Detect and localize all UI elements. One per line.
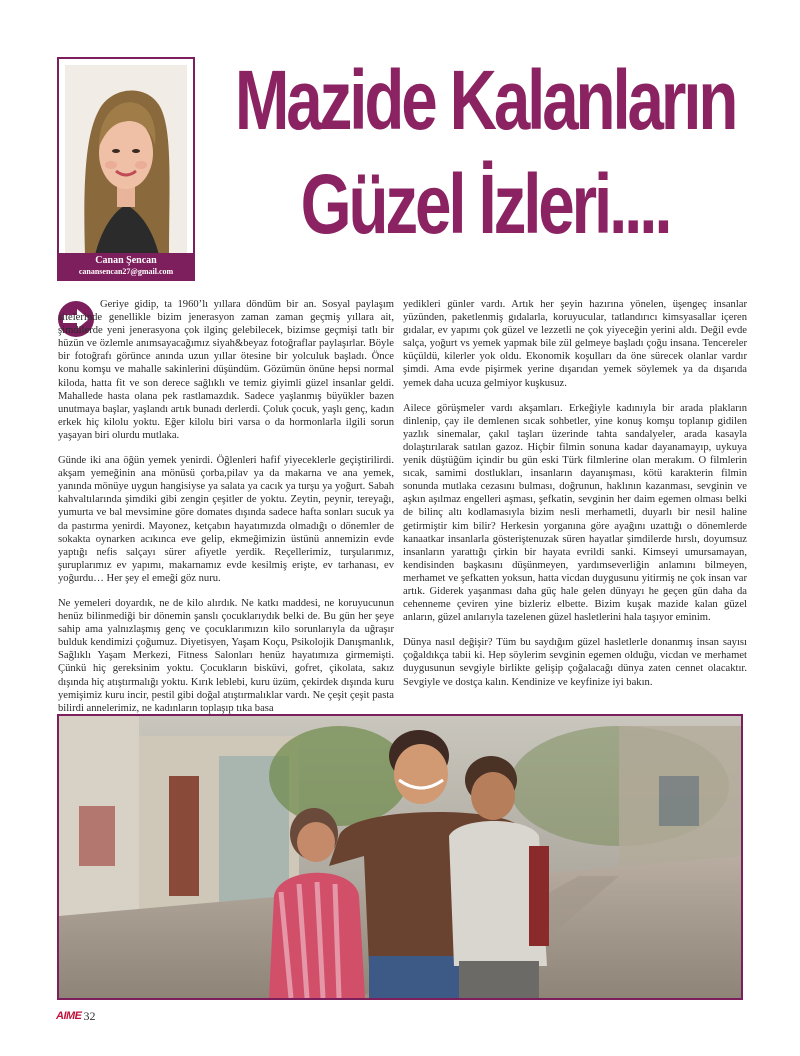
- article-headline: [205, 48, 765, 256]
- paragraph: Ne yemeleri doyardık, ne de kilo alırdık. Ne katkı maddesi, ne koruyucunun henüz bilinmediği bir dönemin şanslı çocuklarıydık belki de. Bu gün her şeye sahip ama yalnızlaşmış genç ve çocuklarımızın kilo sorunlarıyla da uğraşır bulduk kendimizi çoğumuz. Diyetisyen, Yaşam Koçu, Psikolojik Danışmanlık, Sağlıklı Yaşam Merkezi, Fitness Salonları henüz hayatımıza girmemişti. Çünkü hiç gereksinim yoktu. Çocukların bisküvi, gofret, çikolata, sakız dışında hiç atıştırmalığı yoktu. Kırık leblebi, kuru üzüm, çekirdek dışında kuru yemişimiz kuru incir, pestil gibi doğal atıştırmalıklar vardı. Ne çeşit çeşit pasta bilirdi annelerimiz, ne kadınların toplaşıp tıka basa: [58, 597, 394, 714]
- page-footer: [56, 1008, 96, 1024]
- paragraph: Geriye gidip, ta 1960’lı yıllara döndüm bir an. Sosyal paylaşım sitelerinde genellikle bizim jenerasyon zaman zaman geçmiş yıllara ait, şimdilerde yeni jenerasyona çok ilginç gelebilecek, bizimse geçmişi tatlı bir hüzün ve özlemle anımsayacağımız siyah&beyaz fotoğraflar paylaşırlar. Böyle bir fotoğrafı görünce anında uzun yıllar ötesine bir yolculuk başladı. Önce konu komşu ve mahalle sakinlerini düşündüm. Gözümün önüne hepsi normal kiloda, hatta fit ve son derece sağlıklı ve temiz giyimli güzel insanlar geldi. Mahallede hasta olana pek rastlamazdık. Sadece yaşlanmış büyükler bazen unutmaya başlar, yaşlandı artık bunadı derlerdi. Çoluk çocuk, yaşlı genç, kadın erkek hiç kilolu yoktu. Eğer kilolu biri varsa o da hormonlarla ilgili sorun yaşayan biri olurdu mutlaka.: [58, 299, 394, 441]
- author-portrait: [65, 65, 187, 255]
- author-name: Canan Şencan: [95, 255, 157, 266]
- article-column-right: [403, 298, 747, 701]
- author-caption: [59, 253, 193, 279]
- author-email: canansencan27@gmail.com: [78, 267, 174, 276]
- paragraph: yedikleri günler vardı. Artık her şeyin hazırına yönelen, üşengeç insanlar yüzünden, paketlenmiş gıdalarla, koruyucular, tatlandırıcı kimsyasallar içeren gıdalar, ev yapımı çok güzel ve lezzetli ne çok yiyeceğin yerini aldı. Değil evde salça, yoğurt vs yemek yapmak bile zül gelmeye başladı çoğu insana. Tencereler küçüldü, kilerler yok oldu. Ekonomik koşulları da öne sürecek olanlar vardır şimdi. Ama evde pişirmek yerine dışarıdan yemek söylemek ya da dışarıda yemek daha ucuza gelmiyor kuşkusuz.: [403, 299, 747, 389]
- children-photo: [57, 714, 743, 1000]
- headline-line-2: Güzel İzleri....: [300, 157, 670, 251]
- page-number: 32: [83, 1008, 96, 1023]
- headline-line-1: Mazide Kalanların: [234, 53, 736, 147]
- magazine-logo: AIME: [56, 1010, 82, 1022]
- author-box: [57, 57, 195, 281]
- article-column-left: [58, 298, 394, 727]
- paragraph: Ailece görüşmeler vardı akşamları. Erkeğiyle kadınıyla bir arada plakların dinlenip, çay ile demlenen sıcak sohbetler, yine konuş komşu toplanıp gidilen yazlık sinemalar, çakıl taşları üzerinde tahta sandalyeler, arada kasayla dolaştırılarak satılan gazoz. Hiçbir filmin sonuna kadar dayanamayıp, uykuya yenik düştüğüm içindir bu gün eski Türk filmlerine olan merakım. O filmlerin sıcak, samimi dostlukları, insanların dayanışması, kötü karakterin filmin sonunda mutlaka cezasını bulması, doğrunun, haklının kazanması, sevginin ve aşkın aşılmaz engelleri aşması, şefkatin, sevginin her daim egemen olması belki de bilinç altı kodlamasıyla bizim nesli merhametli, duyarlı bir nesil haline getirmiştir kim bilir? Herkesin yorganına göre ayağını uzattığı o dönemlerde kanaatkar insanlarla gösteriştenuzak süren hayatlar şimdilerde hırslı, doyumsuz insanların yarattığı çirkin bir hayata evrildi sanki. Kimseyi umursamayan, kendisinden başkasını düşünmeyen, yardımseverliğin anlamını bilmeyen, merhamet ve şefkatten yoksun, hatta vicdan duygusunu yitirmiş ne çok insan var artık. Giderek yaşanması daha güç hale gelen dünyayı he geçen gün daha da cehenneme çeviren yine bizleriz elbette. Bizim kuşak mazide kalan güzel anların, güzel anılarıyla tazelenen güzel hasletlerini hala taşıyor eminim.: [403, 402, 747, 624]
- paragraph: Dünya nasıl değişir? Tüm bu saydığım güzel hasletlerle donanmış insan sayısı çoğaldıkça tabii ki. Hep söylerim sevginin egemen olduğu, vicdan ve merhamet duygusunun sevgiyle birlikte gelişip çoğalacağı dünya zaten cennet olacaktır. Sevgiyle ve dostça kalın. Kendinize ve keyfinize iyi bakın.: [403, 637, 747, 688]
- paragraph: Günde iki ana öğün yemek yenirdi. Öğlenleri hafif yiyeceklerle geçiştirilirdi. akşam yemeğinin ana mönüsü çorba,pilav ya da makarna ve ana yemek, yanında mönüye uygun hangisiyse ya salata ya cacık ya turşu ya yoğurt. Sabah kahvaltılarında şimdiki gibi zengin çeşitler de yoktu. Zeytin, peynir, tereyağı, yumurta ve bal mevsimine göre domates dışında sadece hafta sonları sucuk ya da pastırma yenirdi. Mayonez, ketçabın hayatımızda olmadığı o dönemler de sokakta oynarken acıkınca eve gelip, ekmeğimizin üstünü annemizin evde yaptığı nefis salçayı sürer afiyetle yerdik. Reçellerimiz, turşularımız, şuruplarımız ev yapımı, makarnamız evde kesilmiş erişte, ev tarhanası, ev yoğurdu… Her şey el emeği göz nuru.: [58, 455, 394, 584]
